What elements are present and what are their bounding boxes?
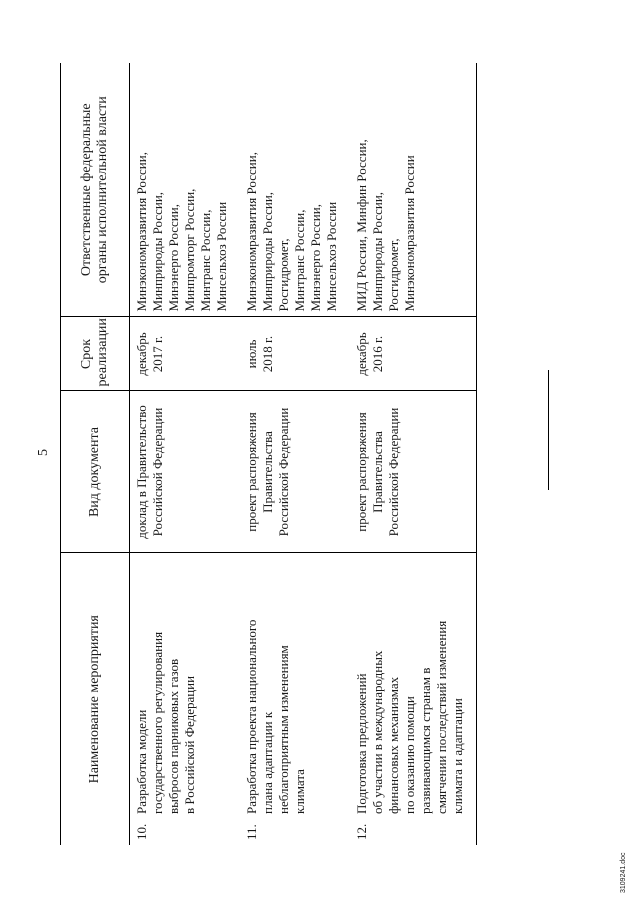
header-term: Срок реализации bbox=[61, 317, 130, 391]
header-responsible: Ответственные федеральные органы исполнительной власти bbox=[61, 63, 130, 317]
row-number: 11. bbox=[244, 824, 259, 840]
term-cell: декабрь 2016 г. bbox=[350, 317, 477, 391]
row-number: 12. bbox=[354, 823, 369, 840]
doc-type-cell: доклад в Правительство Российской Федерации bbox=[130, 391, 241, 553]
measure-name: Разработка проекта национального плана адаптации к неблагоприятным изменениям климата bbox=[244, 619, 307, 814]
table-header-row bbox=[61, 63, 130, 845]
table-row bbox=[130, 63, 241, 845]
footer-doc-id: 3109241.doc bbox=[620, 852, 627, 893]
name-cell bbox=[240, 553, 350, 845]
measure-name: Подготовка предложений об участии в международных финансовых механизмах по оказанию помощи развивающимся странам в смягчении последствий изменения климата и адаптации bbox=[354, 620, 465, 814]
term-cell: декабрь 2017 г. bbox=[130, 317, 241, 391]
term-cell: июль 2018 г. bbox=[240, 317, 350, 391]
responsible-cell: Минэкономразвития России, Минприроды России, Росгидромет, Минтранс России, Минэнерго России, Минсельхоз России bbox=[240, 63, 350, 317]
doc-type-cell: проект распоряжения Правительства Российской Федерации bbox=[240, 391, 350, 553]
table-row bbox=[240, 63, 350, 845]
responsible-cell: МИД России, Минфин России, Минприроды России, Росгидромет, Минэкономразвития России bbox=[350, 63, 477, 317]
responsible-cell: Минэкономразвития России, Минприроды России, Минэнерго России, Минпромторг России, Минтранс России, Минсельхоз России bbox=[130, 63, 241, 317]
measures-table bbox=[60, 63, 477, 845]
page-number: 5 bbox=[36, 449, 51, 456]
row-number: 10. bbox=[134, 823, 149, 840]
header-doc-type: Вид документа bbox=[61, 391, 130, 553]
separator-line bbox=[548, 370, 549, 490]
header-name: Наименование мероприятия bbox=[61, 553, 130, 845]
name-cell bbox=[350, 553, 477, 845]
measure-name: Разработка модели государственного регулирования выбросов парниковых газов в Российской Федерации bbox=[134, 631, 197, 814]
name-cell bbox=[130, 553, 241, 845]
table-row bbox=[350, 63, 477, 845]
doc-type-cell: проект распоряжения Правительства Российской Федерации bbox=[350, 391, 477, 553]
